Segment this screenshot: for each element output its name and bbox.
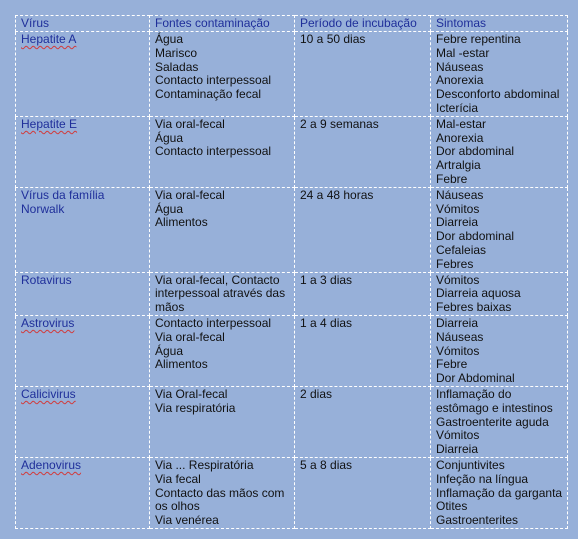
sintomas-cell: Diarreia Náuseas Vómitos Febre Dor Abdominal — [431, 315, 568, 386]
fontes-cell: Via oral-fecal, Contacto interpessoal através das mãos — [150, 272, 295, 315]
sintomas-cell: Inflamação do estômago e intestinos Gastroenterite aguda Vómitos Diarreia — [431, 386, 568, 457]
table-row — [16, 386, 568, 457]
periodo-cell: 5 a 8 dias — [295, 457, 431, 528]
virus-name: Vírus da família Norwalk — [16, 187, 150, 272]
periodo-cell: 24 a 48 horas — [295, 187, 431, 272]
virus-name: Rotavirus — [16, 272, 150, 315]
virus-name: Astrovirus — [16, 315, 150, 386]
fontes-cell: Via ... Respiratória Via fecal Contacto das mãos com os olhos Via venérea — [150, 457, 295, 528]
fontes-cell: Via oral-fecal Água Contacto interpessoal — [150, 116, 295, 187]
table-row — [16, 457, 568, 528]
table-row — [16, 116, 568, 187]
periodo-cell: 2 dias — [295, 386, 431, 457]
fontes-cell: Via Oral-fecal Via respiratória — [150, 386, 295, 457]
table-row — [16, 187, 568, 272]
virus-name: Hepatite A — [16, 32, 150, 117]
sintomas-cell: Mal-estar Anorexia Dor abdominal Artralgia Febre — [431, 116, 568, 187]
fontes-cell: Contacto interpessoal Via oral-fecal Água Alimentos — [150, 315, 295, 386]
fontes-cell: Água Marisco Saladas Contacto interpessoal Contaminação fecal — [150, 32, 295, 117]
virus-name: Calicivirus — [16, 386, 150, 457]
header-periodo: Período de incubação — [295, 16, 431, 32]
periodo-cell: 2 a 9 semanas — [295, 116, 431, 187]
sintomas-cell: Conjuntivites Infeção na língua Inflamação da garganta Otites Gastroenterites — [431, 457, 568, 528]
periodo-cell: 10 a 50 dias — [295, 32, 431, 117]
sintomas-cell: Vómitos Diarreia aquosa Febres baixas — [431, 272, 568, 315]
virus-table — [15, 15, 568, 529]
virus-name: Hepatite E — [16, 116, 150, 187]
header-fontes: Fontes contaminação — [150, 16, 295, 32]
header-sintomas: Sintomas — [431, 16, 568, 32]
virus-name: Adenovirus — [16, 457, 150, 528]
table-row — [16, 315, 568, 386]
periodo-cell: 1 a 4 dias — [295, 315, 431, 386]
fontes-cell: Via oral-fecal Água Alimentos — [150, 187, 295, 272]
table-row — [16, 32, 568, 117]
sintomas-cell: Febre repentina Mal -estar Náuseas Anorexia Desconforto abdominal Icterícia — [431, 32, 568, 117]
sintomas-cell: Náuseas Vómitos Diarreia Dor abdominal Cefaleias Febres — [431, 187, 568, 272]
table-header-row — [16, 16, 568, 32]
periodo-cell: 1 a 3 dias — [295, 272, 431, 315]
table-row — [16, 272, 568, 315]
header-virus: Vírus — [16, 16, 150, 32]
